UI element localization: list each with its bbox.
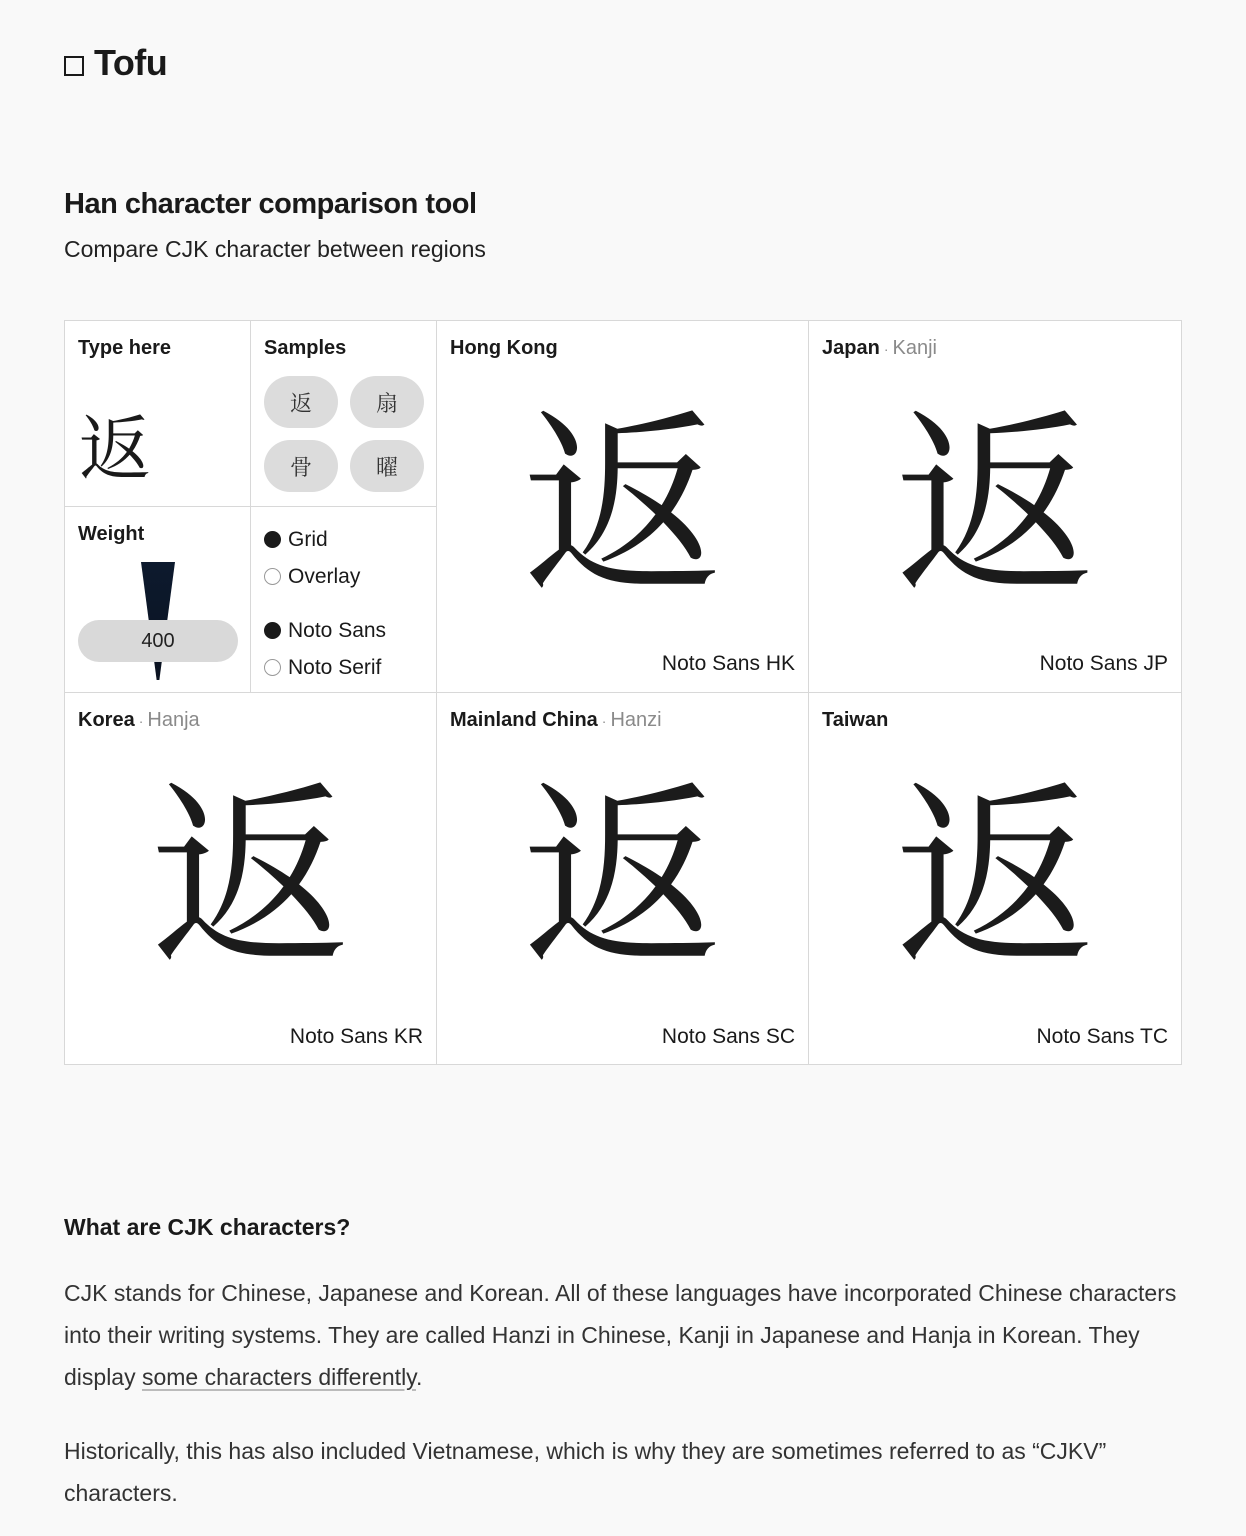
article-paragraph: Historically, this has also included Vietnamese, which is why they are sometimes referred to as “CJKV” characters.: [64, 1438, 1107, 1506]
display-options-panel: [251, 507, 437, 693]
region-cell-korea: [65, 693, 437, 1065]
separator-dot: ·: [883, 341, 889, 357]
type-here-label: Type here: [78, 337, 171, 359]
radio-selected-icon[interactable]: [264, 531, 281, 548]
region-font-name: Noto Sans TC: [1036, 1025, 1168, 1048]
region-font-name: Noto Sans KR: [289, 1025, 423, 1048]
radio-unselected-icon[interactable]: [264, 659, 281, 676]
region-font-name: Noto Sans JP: [1039, 652, 1168, 675]
region-glyph: 返: [150, 762, 351, 995]
region-font-name: Noto Sans HK: [661, 652, 795, 675]
region-title: Japan: [822, 337, 880, 359]
weight-label: Weight: [78, 523, 145, 545]
option-label: Noto Serif: [288, 655, 382, 679]
region-cell-hong-kong: [437, 321, 809, 693]
options-group: [264, 521, 386, 686]
region-term: Kanji: [892, 337, 937, 359]
sample-button[interactable]: 返: [264, 376, 338, 428]
radio-selected-icon[interactable]: [264, 622, 281, 639]
region-name: [450, 709, 662, 732]
comparison-grid: [64, 320, 1182, 1065]
article-paragraph: [64, 1272, 1184, 1398]
separator-dot: ·: [138, 713, 144, 729]
differences-link[interactable]: some characters differently: [141, 1364, 416, 1390]
region-glyph: 返: [522, 390, 723, 623]
paragraph-text-end: .: [415, 1364, 423, 1390]
option-grid[interactable]: [264, 521, 386, 558]
region-cell-japan: [809, 321, 1181, 693]
sample-button[interactable]: 扇: [350, 376, 424, 428]
weight-panel: [65, 507, 251, 693]
option-label: Grid: [288, 527, 328, 551]
region-font-name: Noto Sans SC: [661, 1025, 795, 1048]
region-name: [78, 709, 200, 732]
samples-list: [264, 376, 424, 492]
region-title: Taiwan: [822, 709, 889, 731]
type-here-panel: [65, 321, 251, 507]
region-name: [450, 337, 558, 360]
weight-value: 400: [78, 620, 238, 662]
page-subtitle: Compare CJK character between regions: [64, 236, 486, 262]
region-glyph: 返: [522, 762, 723, 995]
option-label: Noto Sans: [288, 618, 387, 642]
region-title: Korea: [78, 709, 135, 731]
region-term: Hanja: [147, 709, 200, 731]
option-noto-serif[interactable]: [264, 649, 386, 686]
option-label: Overlay: [288, 564, 361, 588]
app-name: Tofu: [94, 42, 168, 83]
region-name: [822, 337, 937, 360]
app-logo[interactable]: [64, 42, 167, 84]
weight-slider[interactable]: [78, 562, 238, 680]
paragraph-text: CJK stands for Chinese, Japanese and Korean. All of these languages have incorporated Chinese characters into their writing systems. They are called Hanzi in Chinese, Kanji in Japanese and Hanja in Korean. They display: [64, 1280, 1177, 1390]
region-title: Mainland China: [450, 709, 598, 731]
page-title: Han character comparison tool: [64, 188, 477, 220]
separator-dot: ·: [601, 713, 607, 729]
region-glyph: 返: [894, 762, 1095, 995]
tofu-box-icon: [64, 56, 84, 76]
region-glyph: 返: [894, 390, 1095, 623]
samples-label: Samples: [264, 337, 347, 359]
region-name: [822, 709, 888, 732]
section-heading: What are CJK characters?: [64, 1214, 351, 1240]
region-term: Hanzi: [610, 709, 662, 731]
region-cell-taiwan: [809, 693, 1181, 1065]
region-title: Hong Kong: [450, 337, 558, 359]
samples-panel: [251, 321, 437, 507]
radio-unselected-icon[interactable]: [264, 568, 281, 585]
character-input[interactable]: [79, 401, 219, 485]
sample-button[interactable]: 骨: [264, 440, 338, 492]
option-overlay[interactable]: [264, 558, 386, 595]
region-cell-mainland-china: [437, 693, 809, 1065]
option-noto-sans[interactable]: [264, 612, 386, 649]
sample-button[interactable]: 曜: [350, 440, 424, 492]
